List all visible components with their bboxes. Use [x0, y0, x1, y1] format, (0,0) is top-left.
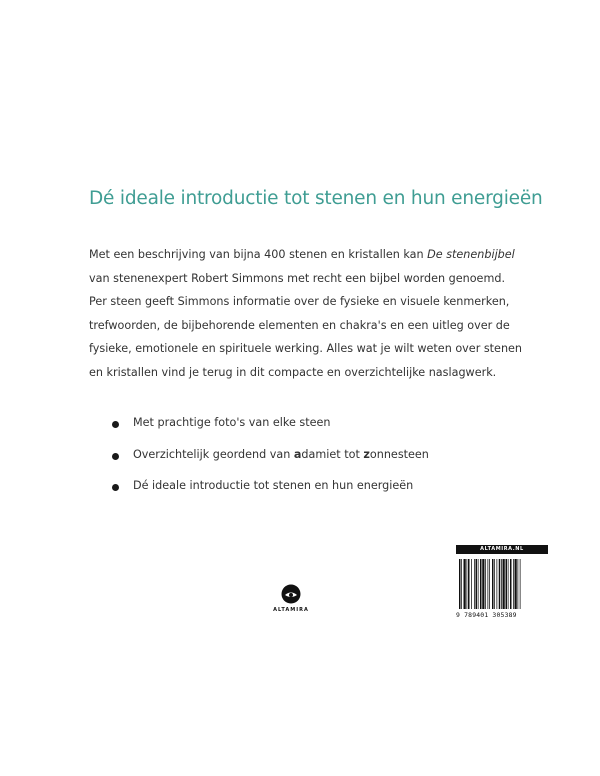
description-text: Met een beschrijving van bijna 400 stenen en kristallen kan	[89, 248, 428, 261]
bullet-icon	[112, 453, 119, 460]
barcode-area	[456, 559, 548, 623]
feature-text-bold: a	[293, 447, 302, 461]
altamira-logo-icon	[281, 584, 301, 604]
description-line: en kristallen vind je terug in dit compacte en overzichtelijke naslagwerk.	[89, 365, 497, 379]
description	[89, 243, 559, 385]
description-line: Per steen geeft Simmons informatie over de fysieke en visuele kenmerken,	[89, 295, 510, 309]
feature-list	[112, 416, 429, 511]
bullet-icon	[112, 421, 119, 428]
isbn-digits: 9 789401 305389	[456, 611, 517, 619]
publisher-name: ALTAMIRA	[273, 607, 309, 613]
barcode	[456, 545, 548, 623]
feature-text: Met prachtige foto's van elke steen	[133, 416, 331, 429]
book-title: De stenenbijbel	[427, 248, 515, 261]
feature-item	[112, 479, 429, 511]
barcode-label: ALTAMIRA.NL	[456, 545, 548, 554]
feature-text-part: damiet tot	[301, 447, 364, 461]
bullet-icon	[112, 484, 119, 491]
feature-text: Dé ideale introductie tot stenen en hun energieën	[133, 479, 414, 492]
feature-text-part: Overzichtelijk geordend van	[133, 447, 294, 461]
feature-item	[112, 416, 429, 448]
description-line: van stenenexpert Robert Simmons met recht een bijbel worden genoemd.	[89, 271, 505, 285]
description-line: fysieke, emotionele en spirituele werking. Alles wat je wilt weten over stenen	[89, 342, 523, 356]
feature-text	[133, 448, 429, 461]
barcode-bars	[456, 559, 548, 611]
feature-text-part: onnesteen	[369, 447, 429, 461]
headline: Dé ideale introductie tot stenen en hun energieën	[89, 188, 543, 209]
publisher-logo	[266, 584, 316, 613]
description-line: trefwoorden, de bijbehorende elementen en chakra's en een uitleg over de	[89, 318, 510, 332]
feature-item	[112, 448, 429, 480]
description-line	[89, 243, 559, 267]
feature-text-bold: z	[363, 447, 370, 461]
